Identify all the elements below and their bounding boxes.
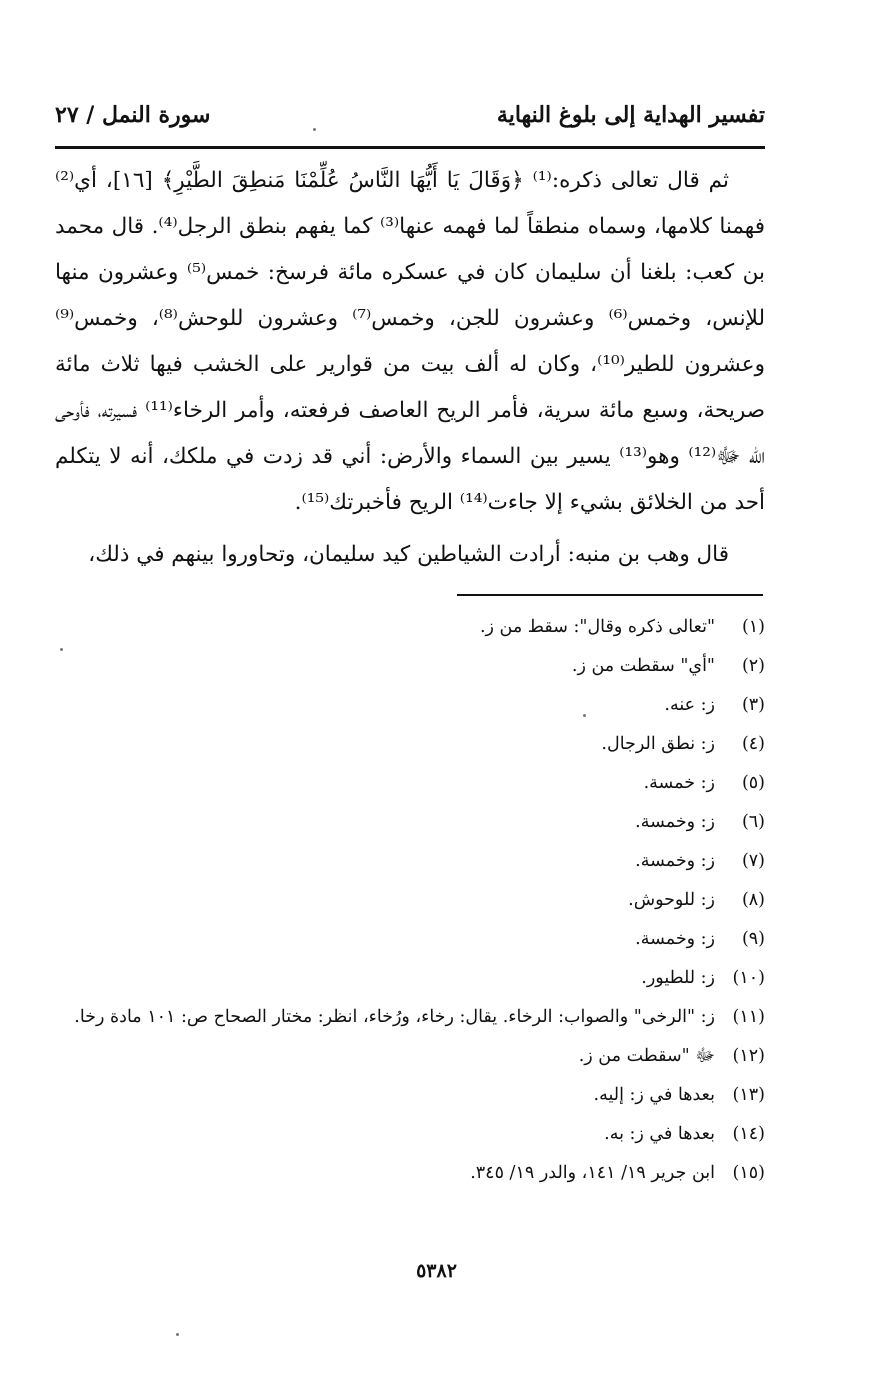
footnotes-list [55, 608, 765, 1193]
footnote-text: "تعالى ذكره وقال": سقط من ز. [479, 617, 715, 637]
footnote-item [55, 686, 765, 725]
footnote-text: بعدها في ز: به. [604, 1124, 715, 1144]
scan-speck [176, 1333, 179, 1336]
footnote-item [55, 647, 765, 686]
footnote-number: (١٤) [732, 1124, 765, 1144]
scan-speck [583, 714, 586, 717]
footnote-item [55, 725, 765, 764]
footnote-item [55, 842, 765, 881]
header-divider [55, 146, 765, 149]
footnote-item [55, 959, 765, 998]
footnote-number: (١١) [732, 1007, 765, 1027]
footnote-item [55, 608, 765, 647]
footnote-number: (١) [741, 617, 765, 637]
footnote-item [55, 803, 765, 842]
footnote-number: (١٢) [732, 1046, 765, 1066]
footnote-number: (٧) [741, 851, 765, 871]
footnote-item [55, 1115, 765, 1154]
footnote-text: ز: وخمسة. [635, 851, 715, 871]
footnote-text: ز: وخمسة. [635, 812, 715, 832]
footnote-item [55, 764, 765, 803]
footnote-text: ز: وخمسة. [635, 929, 715, 949]
footnote-text: ز: خمسة. [643, 773, 715, 793]
footnote-number: (٨) [741, 890, 765, 910]
footnote-text: "أي" سقطت من ز. [571, 656, 715, 676]
footnote-number: (٤) [741, 734, 765, 754]
footnote-item [55, 1076, 765, 1115]
footnote-item [55, 881, 765, 920]
footnote-number: (٩) [741, 929, 765, 949]
book-title: تفسير الهداية إلى بلوغ النهاية [496, 102, 765, 128]
footnote-item [55, 1037, 765, 1076]
footnote-text: ز: نطق الرجال. [601, 734, 715, 754]
footnote-text: ز: للوحوش. [628, 890, 715, 910]
footnote-item [55, 1154, 765, 1193]
paragraph: قال وهب بن منبه: أرادت الشياطين كيد سليمان، وتحاوروا بينهم في ذلك، [88, 542, 729, 567]
footnote-text: بعدها في ز: إليه. [593, 1085, 715, 1105]
footnote-text: ز: "الرخى" والصواب: الرخاء. يقال: رخاء، ورُخاء، انظر: مختار الصحاح ص: ١٠١ مادة رخا. [74, 1007, 715, 1027]
footnote-number: (١٣) [732, 1085, 765, 1105]
footnote-item [55, 998, 765, 1037]
footnote-number: (٦) [741, 812, 765, 832]
scan-speck [60, 648, 63, 651]
footnote-text: ابن جرير ١٩/ ١٤١، والدر ١٩/ ٣٤٥. [470, 1163, 715, 1183]
running-header [55, 100, 765, 146]
footnote-text: ﷻ "سقطت من ز. [578, 1046, 715, 1066]
footnote-number: (١٥) [732, 1163, 765, 1183]
footnote-number: (١٠) [732, 968, 765, 988]
footnote-number: (٢) [741, 656, 765, 676]
page-number: ٥٣٨٢ [416, 1260, 457, 1282]
footnote-text: ز: عنه. [664, 695, 715, 715]
surah-label: سورة النمل / ٢٧ [55, 102, 211, 128]
footnote-item [55, 920, 765, 959]
footnote-number: (٥) [741, 773, 765, 793]
main-text [55, 158, 765, 578]
footnote-divider [457, 594, 763, 596]
footnote-text: ز: للطيور. [641, 968, 715, 988]
paragraph: ثم قال تعالى ذكره:⁽¹⁾ ﴿وَقَالَ يَا أَيُّهَا النَّاسُ عُلِّمْنَا مَنطِقَ الطَّيْرِ﴾ [١٦]، أي⁽²⁾ فهمنا كلامها، وسماه منطقاً لما فهمه عنها⁽³⁾ كما يفهم بنطق الرجل⁽⁴⁾. قال محمد بن كعب: بلغنا أن سليمان كان في عسكره مائة فرسخ: خمس⁽⁵⁾ وعشرون منها للإنس، وخمس⁽⁶⁾ وعشرون للجن، وخمس⁽⁷⁾ وعشرون للوحش⁽⁸⁾، وخمس⁽⁹⁾ وعشرون للطير⁽¹⁰⁾، وكان له ألف بيت من قوارير على الخشب فيها ثلاث مائة صريحة، وسبع مائة سرية، فأمر الريح العاصف فرفعته، وأمر الرخاء⁽¹¹⁾ فسيرته، فأوحى الله ﷻ⁽¹²⁾ وهو⁽¹³⁾ يسير بين السماء والأرض: أني قد زدت في ملكك، أنه لا يتكلم أحد من الخلائق بشيء إلا جاءت⁽¹⁴⁾ الريح فأخبرتك⁽¹⁵⁾. [55, 168, 766, 515]
footnote-number: (٣) [741, 695, 765, 715]
scan-speck [313, 128, 316, 131]
